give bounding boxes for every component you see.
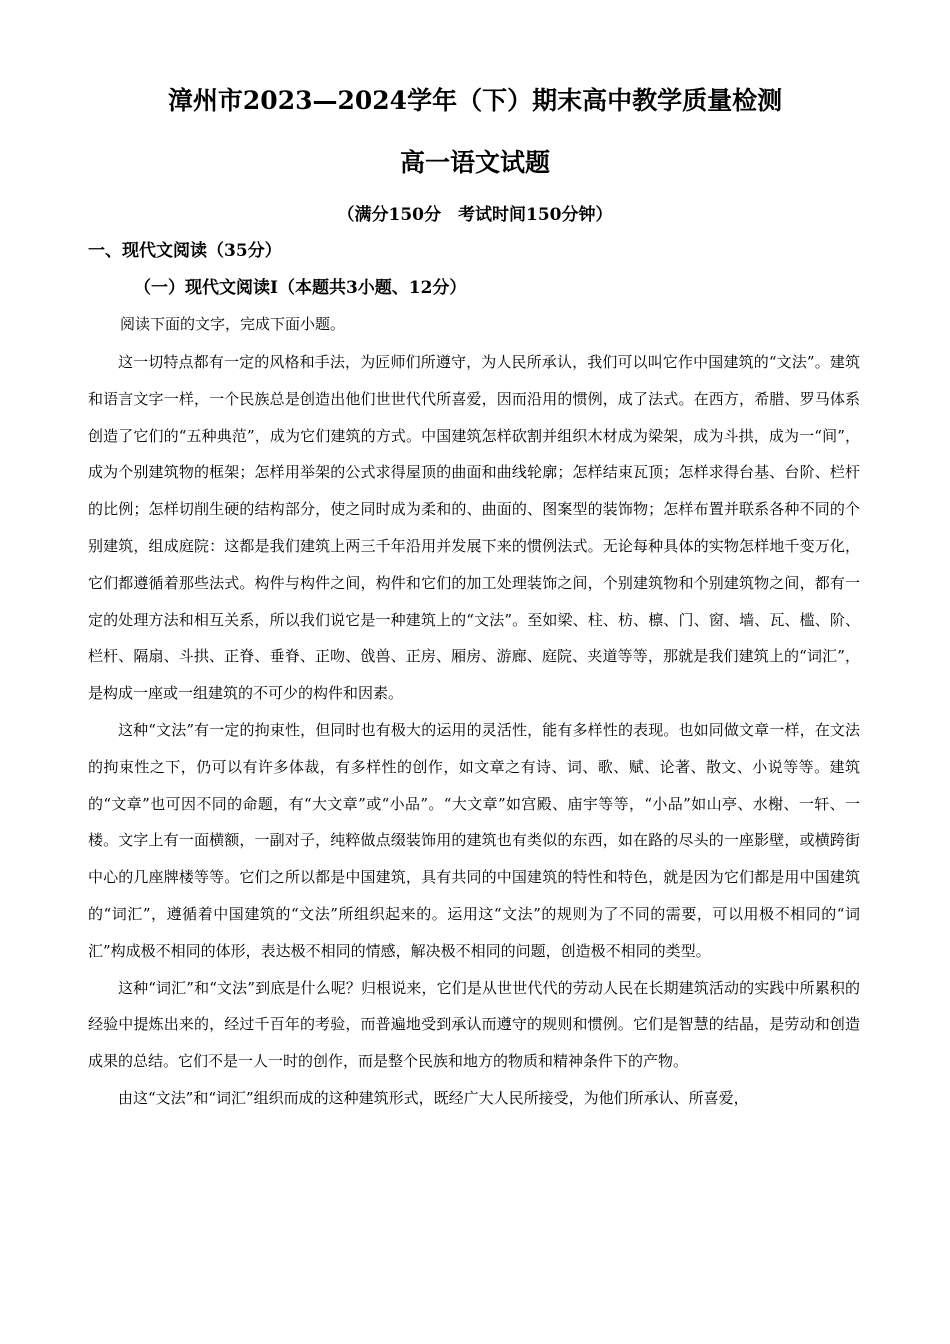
section-heading: 一、现代文阅读（35分）	[88, 241, 282, 261]
passage-paragraph-3: 这种“词汇”和“文法”到底是什么呢？归根说来，它们是从世世代代的劳动人民在长期建筑活动的实践中所累积的经验中提炼出来的，经过千百年的考验，而普遍地受到承认而遵守的规则和惯例。它们是智慧的结晶，是劳动和创造成果的总结。它们不是一人一时的创作，而是整个民族和地方的物质和精神条件下的产物。	[88, 978, 860, 1071]
passage-paragraph-2: 这种“文法”有一定的拘束性，但同时也有极大的运用的灵活性，能有多样性的表现。也如同做文章一样，在文法的拘束性之下，仍可以有许多体裁，有多样性的创作，如文章之有诗、词、歌、赋、论著、散文、小说等等。建筑的“文章”也可因不同的命题，有“大文章”或“小品”。“大文章”如宫殿、庙宇等等，“小品”如山亭、水榭、一轩、一楼。文字上有一面横额，一副对子，纯粹做点缀装饰用的建筑也有类似的东西，如在路的尽头的一座影壁，或横跨街中心的几座牌楼等等。它们之所以都是中国建筑，具有共同的中国建筑的特性和特色，就是因为它们都是用中国建筑的“词汇”，遵循着中国建筑的“文法”所组织起来的。运用这“文法”的规则为了不同的需要，可以用极不相同的“词汇”构成极不相同的体形，表达极不相同的情感，解决极不相同的问题，创造极不相同的类型。	[88, 720, 860, 960]
section-subheading: （一）现代文阅读Ⅰ（本题共3小题、12分）	[134, 278, 467, 298]
passage-paragraph-1: 这一切特点都有一定的风格和手法，为匠师们所遵守，为人民所承认，我们可以叫它作中国建筑的“文法”。建筑和语言文字一样，一个民族总是创造出他们世世代代所喜爱，因而沿用的惯例，成了法式。在西方，希腊、罗马体系创造了它们的“五种典范”，成为它们建筑的方式。中国建筑怎样砍割并组织木材成为梁架，成为斗拱，成为一“间”，成为个别建筑物的框架；怎样用举架的公式求得屋顶的曲面和曲线轮廓；怎样结束瓦顶；怎样求得台基、台阶、栏杆的比例；怎样切削生硬的结构部分，使之同时成为柔和的、曲面的、图案型的装饰物；怎样布置并联系各种不同的个别建筑，组成庭院：这都是我们建筑上两三千年沿用并发展下来的惯例法式。无论每种具体的实物怎样地千变万化，它们都遵循着那些法式。构件与构件之间，构件和它们的加工处理装饰之间，个别建筑物和个别建筑物之间，都有一定的处理方法和相互关系，所以我们说它是一种建筑上的“文法”。至如梁、柱、枋、檩、门、窗、墙、瓦、槛、阶、栏杆、隔扇、斗拱、正脊、垂脊、正吻、戗兽、正房、厢房、游廊、庭院、夹道等等，那就是我们建筑上的“词汇”，是构成一座或一组建筑的不可少的构件和因素。	[88, 353, 860, 703]
reading-passage	[88, 344, 860, 1117]
exam-title: 漳州市2023—2024学年（下）期末高中教学质量检测	[167, 86, 783, 115]
passage-paragraph-4: 由这“文法”和“词汇”组织而成的这种建筑形式，既经广大人民所接受，为他们所承认、所喜爱，	[118, 1088, 749, 1107]
exam-subtitle: 高一语文试题	[399, 148, 550, 177]
reading-instruction: 阅读下面的文字，完成下面小题。	[120, 315, 346, 333]
exam-meta: （满分150分 考试时间150分钟）	[337, 205, 613, 225]
